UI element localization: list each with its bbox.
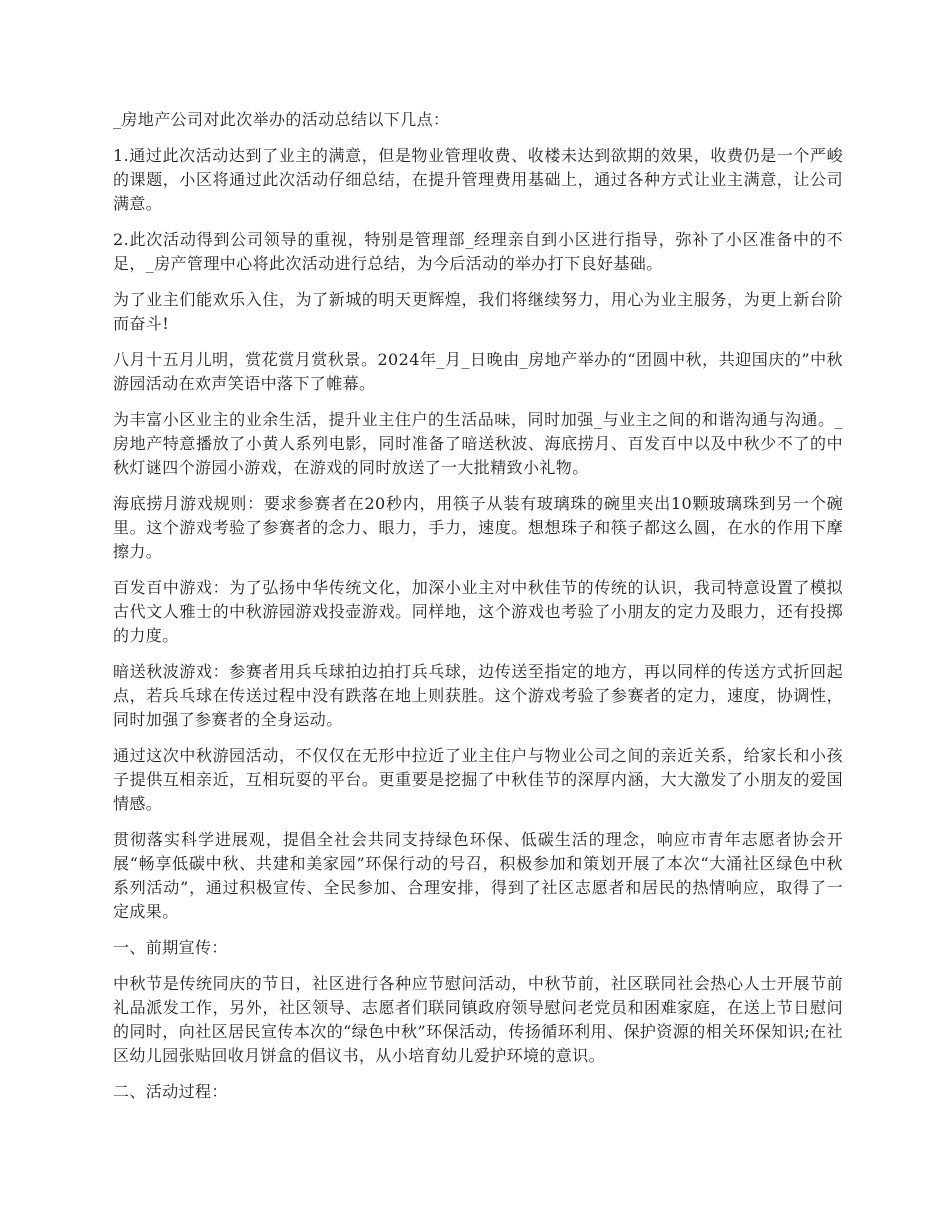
activity-purpose-paragraph: 为丰富小区业主的业余生活，提升业主住户的生活品味，同时加强_与业主之间的和谐沟通与沟通。_房地产特意播放了小黄人系列电影，同时准备了暗送秋波、海底捞月、百发百中以及中秋少不了的中秋灯谜四个游园小游戏，在游戏的同时放送了一大批精致小礼物。 xyxy=(113,410,843,477)
section-heading-publicity: 一、前期宣传： xyxy=(113,938,228,957)
summary-point-1: 1.通过此次活动达到了业主的满意，但是物业管理收费、收楼未达到欲期的效果，收费仍是一个严峻的课题，小区将通过此次活动仔细总结，在提升管理费用基础上，通过各种方式让业主满意，让公司满意。 xyxy=(113,146,843,213)
section-heading-process: 二、活动过程： xyxy=(113,1082,228,1101)
document-body xyxy=(113,108,843,1116)
game-rule-baifabaizhong: 百发百中游戏：为了弘扬中华传统文化，加深小业主对中秋佳节的传统的认识，我司特意设置了模拟古代文人雅士的中秋游园游戏投壶游戏。同样地，这个游戏也考验了小朋友的定力及眼力，还有投掷的力度。 xyxy=(113,578,843,645)
intro-paragraph: _房地产公司对此次举办的活动总结以下几点： xyxy=(113,110,450,129)
closing-paragraph: 为了业主们能欢乐入住，为了新城的明天更辉煌，我们将继续努力，用心为业主服务，为更上新台阶而奋斗! xyxy=(113,290,843,333)
game-rule-ansongqiubo: 暗送秋波游戏：参赛者用兵乓球拍边拍打兵乓球，边传送至指定的地方，再以同样的传送方式折回起点，若兵乓球在传送过程中没有跌落在地上则获胜。这个游戏考验了参赛者的定力，速度，协调性，同时加强了参赛者的全身运动。 xyxy=(113,662,843,729)
mid-autumn-intro-paragraph: 八月十五月儿明，赏花赏月赏秋景。2024年_月_日晚由_房地产举办的“团圆中秋，共迎国庆的”中秋游园活动在欢声笑语中落下了帷幕。 xyxy=(113,350,843,393)
green-mid-autumn-paragraph: 贯彻落实科学进展观，提倡全社会共同支持绿色环保、低碳生活的理念，响应市青年志愿者协会开展“畅享低碳中秋、共建和美家园”环保行动的号召，积极参加和策划开展了本次“大涌社区绿色中秋系列活动”，通过积极宣传、全民参加、合理安排，得到了社区志愿者和居民的热情响应，取得了一定成果。 xyxy=(113,830,843,921)
summary-point-2: 2.此次活动得到公司领导的重视，特别是管理部_经理亲自到小区进行指导，弥补了小区准备中的不足，_房产管理中心将此次活动进行总结，为今后活动的举办打下良好基础。 xyxy=(113,230,843,273)
activity-conclusion-paragraph: 通过这次中秋游园活动，不仅仅在无形中拉近了业主住户与物业公司之间的亲近关系，给家长和小孩子提供互相亲近，互相玩耍的平台。更重要是挖掘了中秋佳节的深厚内涵，大大激发了小朋友的爱国情感。 xyxy=(113,746,843,813)
game-rule-haidilaoyue: 海底捞月游戏规则：要求参赛者在20秒内，用筷子从装有玻璃珠的碗里夹出10颗玻璃珠到另一个碗里。这个游戏考验了参赛者的念力、眼力，手力，速度。想想珠子和筷子都这么圆，在水的作用下摩擦力。 xyxy=(113,494,843,561)
publicity-paragraph: 中秋节是传统同庆的节日，社区进行各种应节慰问活动，中秋节前，社区联同社会热心人士开展节前礼品派发工作，另外，社区领导、志愿者们联同镇政府领导慰问老党员和困难家庭，在送上节日慰问的同时，向社区居民宣传本次的“绿色中秋”环保活动，传扬循环利用、保护资源的相关环保知识;在社区幼儿园张贴回收月饼盒的倡议书，从小培育幼儿爱护环境的意识。 xyxy=(113,974,843,1065)
